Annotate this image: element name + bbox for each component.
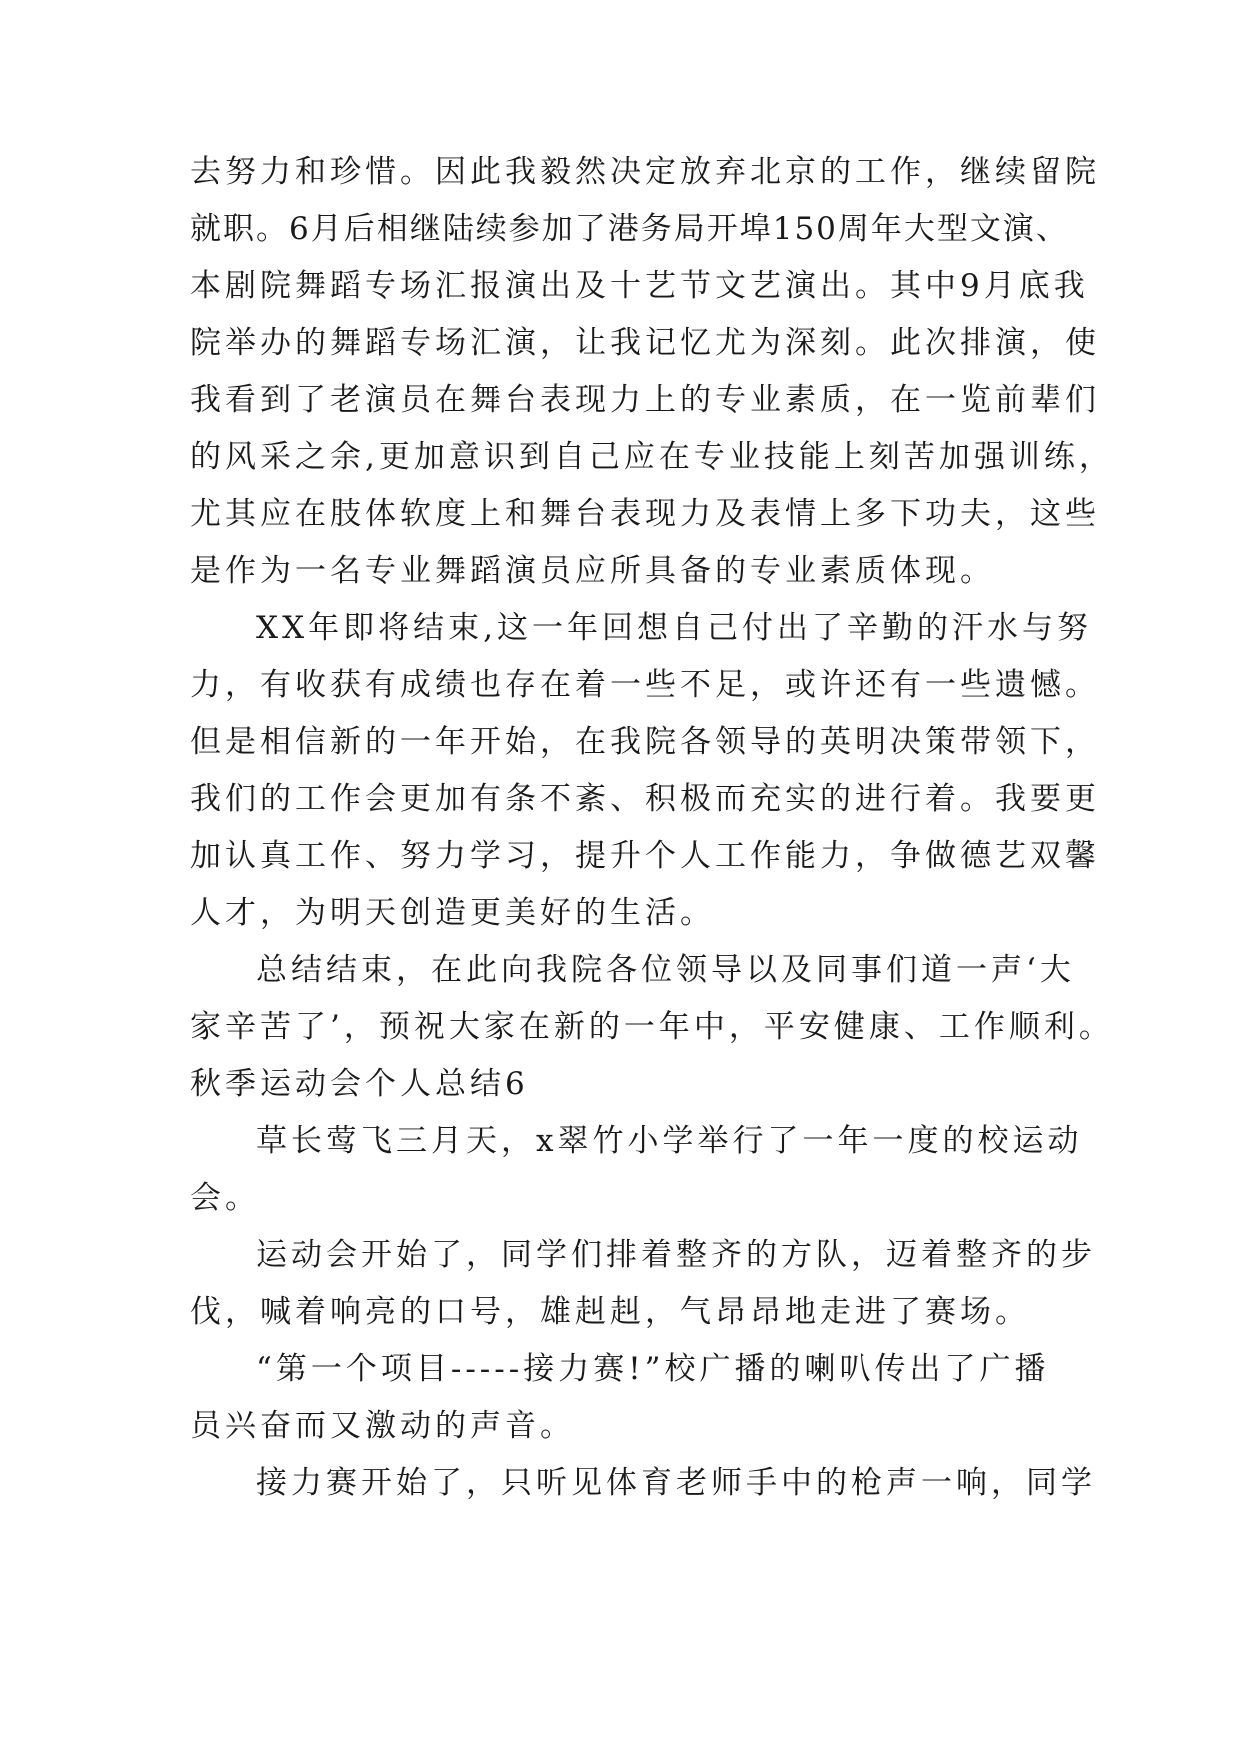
text-line: 我看到了老演员在舞台表现力上的专业素质，在一览前辈们 xyxy=(190,382,1100,418)
paragraph-start-line: 接力赛开始了，只听见体育老师手中的枪声一响，同学 xyxy=(256,1465,1096,1501)
paragraph-start-line: 运动会开始了，同学们排着整齐的方队，迈着整齐的步 xyxy=(256,1237,1096,1273)
text-line: 去努力和珍惜。因此我毅然决定放弃北京的工作，继续留院 xyxy=(190,154,1100,190)
text-line: 我们的工作会更加有条不紊、积极而充实的进行着。我要更 xyxy=(190,781,1100,817)
text-line: 员兴奋而又激动的声音。 xyxy=(190,1408,575,1444)
paragraph-start-line: 草长莺飞三月天，x翠竹小学举行了一年一度的校运动 xyxy=(256,1123,1083,1159)
text-line: 加认真工作、努力学习，提升个人工作能力，争做德艺双馨 xyxy=(190,838,1100,874)
text-line: 会。 xyxy=(190,1180,260,1216)
text-line: 本剧院舞蹈专场汇报演出及十艺节文艺演出。其中9月底我 xyxy=(190,268,1089,304)
paragraph-start-line: “第一个项目-----接力赛!”校广播的喇叭传出了广播 xyxy=(256,1351,1050,1387)
paragraph-start-line: XX年即将结束,这一年回想自己付出了辛勤的汗水与努 xyxy=(256,610,1092,646)
text-line: 人才，为明天创造更美好的生活。 xyxy=(190,895,715,931)
section-heading: 秋季运动会个人总结6 xyxy=(190,1066,529,1102)
text-line: 力，有收获有成绩也存在着一些不足，或许还有一些遗憾。 xyxy=(190,667,1100,703)
text-line: 伐，喊着响亮的口号，雄赳赳，气昂昂地走进了赛场。 xyxy=(190,1294,1030,1330)
text-line: 家辛苦了’，预祝大家在新的一年中，平安健康、工作顺利。 xyxy=(190,1009,1114,1045)
text-line: 但是相信新的一年开始，在我院各领导的英明决策带领下， xyxy=(190,724,1100,760)
text-line: 院举办的舞蹈专场汇演，让我记忆尤为深刻。此次排演，使 xyxy=(190,325,1100,361)
text-line: 是作为一名专业舞蹈演员应所具备的专业素质体现。 xyxy=(190,553,995,589)
paragraph-start-line: 总结结束，在此向我院各位领导以及同事们道一声‘大 xyxy=(256,952,1075,988)
text-line: 的风采之余,更加意识到自己应在专业技能上刻苦加强训练， xyxy=(190,439,1114,475)
text-line: 就职。6月后相继陆续参加了港务局开埠150周年大型文演、 xyxy=(190,211,1069,247)
text-line: 尤其应在肢体软度上和舞台表现力及表情上多下功夫，这些 xyxy=(190,496,1100,532)
